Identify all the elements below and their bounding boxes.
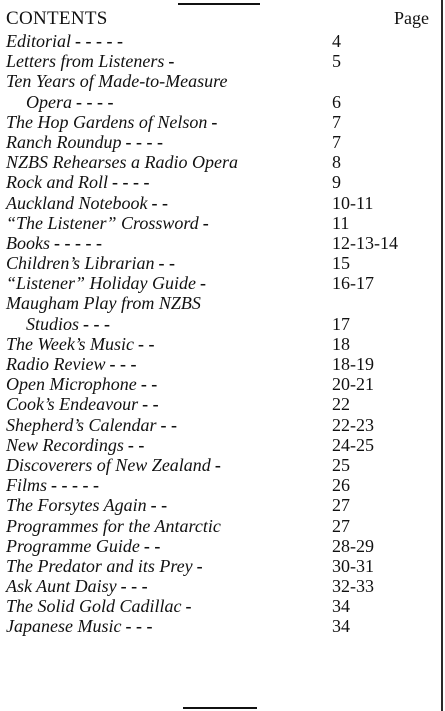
entry-page: 25 xyxy=(332,454,350,475)
entry-title: Ask Aunt Daisy xyxy=(6,576,117,597)
entry-title: Rock and Roll xyxy=(6,172,108,193)
entry-leader-dashes: - - xyxy=(160,414,177,435)
contents-entry xyxy=(6,233,436,253)
contents-entry xyxy=(6,172,436,192)
contents-entry xyxy=(6,31,436,51)
entry-leader-dashes: - - xyxy=(150,495,168,516)
entry-title: Studios xyxy=(26,313,80,334)
entry-leader-dashes: - xyxy=(168,51,175,72)
entry-title: Shepherd’s Calendar xyxy=(6,414,157,435)
entry-title: New Recordings xyxy=(6,434,124,455)
page-column-heading: Page xyxy=(394,8,429,28)
entry-page: 30-31 xyxy=(332,555,374,576)
entry-page: 12-13-14 xyxy=(332,232,398,253)
entry-page: 27 xyxy=(332,515,350,536)
entry-leader-dashes: - - - - xyxy=(76,91,114,112)
contents-title: CONTENTS xyxy=(6,8,108,29)
contents-entry xyxy=(6,596,436,616)
contents-entry-continuation xyxy=(6,314,436,334)
contents-entry xyxy=(6,334,436,354)
entry-title: Programmes for the Antarctic xyxy=(6,515,221,536)
entry-leader-dashes: - - - xyxy=(120,576,148,597)
entry-page: 17 xyxy=(332,313,350,334)
entry-leader-dashes: - - - - - xyxy=(54,232,102,253)
contents-entry xyxy=(6,374,436,394)
entry-leader-dashes: - - xyxy=(158,253,176,274)
entry-page: 26 xyxy=(332,475,350,496)
contents-entry xyxy=(6,213,436,233)
contents-entry xyxy=(6,495,436,515)
entry-title: “The Listener” Crossword xyxy=(6,212,199,233)
entry-title: Programme Guide xyxy=(6,535,140,556)
entry-page: 9 xyxy=(332,172,341,193)
contents-entry xyxy=(6,132,436,152)
entry-leader-dashes: - - xyxy=(127,434,145,455)
entry-page: 10-11 xyxy=(332,192,374,213)
entry-page: 20-21 xyxy=(332,374,374,395)
entry-page: 16-17 xyxy=(332,273,374,294)
entry-page: 8 xyxy=(332,152,341,173)
entry-page: 4 xyxy=(332,31,341,51)
entry-leader-dashes: - - xyxy=(143,535,161,556)
contents-entry xyxy=(6,293,436,313)
entry-leader-dashes: - - - xyxy=(109,354,137,374)
entry-title: The Predator and its Prey xyxy=(6,555,193,576)
entry-page: 34 xyxy=(332,616,350,637)
contents-entry xyxy=(6,273,436,293)
entry-title: Books xyxy=(6,232,50,253)
contents-entry xyxy=(6,193,436,213)
entry-leader-dashes: - xyxy=(214,454,221,475)
contents-header xyxy=(6,8,429,31)
entry-page: 15 xyxy=(332,253,350,274)
entry-leader-dashes: - - xyxy=(151,192,168,213)
contents-entry xyxy=(6,576,436,596)
bottom-rule xyxy=(183,707,257,709)
entry-page: 28-29 xyxy=(332,535,374,556)
contents-entry xyxy=(6,152,436,172)
entry-title: Opera xyxy=(26,91,72,112)
contents-entry xyxy=(6,415,436,435)
entry-leader-dashes: - - - - xyxy=(125,131,163,152)
entry-page: 7 xyxy=(332,131,341,152)
entry-title: Maugham Play from NZBS xyxy=(6,293,201,314)
entry-title: Films xyxy=(6,475,48,496)
entry-page: 11 xyxy=(332,212,350,233)
entry-title: Japanese Music xyxy=(6,616,122,637)
entry-title: Children’s Librarian xyxy=(6,253,155,274)
entry-leader-dashes: - - xyxy=(140,374,158,395)
entry-title: Open Microphone xyxy=(6,374,137,395)
entry-title: Ranch Roundup xyxy=(6,131,122,152)
entry-leader-dashes: - - - - xyxy=(111,172,150,193)
entry-title: Letters from Listeners xyxy=(6,51,165,72)
entry-page: 6 xyxy=(332,91,341,112)
entry-leader-dashes: - - - xyxy=(83,313,110,334)
contents-entry xyxy=(6,475,436,495)
entry-page: 27 xyxy=(332,495,350,516)
entry-page: 34 xyxy=(332,596,350,617)
entry-page: 22 xyxy=(332,394,350,415)
entry-leader-dashes: - - xyxy=(142,394,159,415)
entry-title: The Week’s Music xyxy=(6,333,134,354)
entry-page: 32-33 xyxy=(332,576,374,597)
entry-leader-dashes: - - xyxy=(137,333,155,354)
entry-title: “Listener” Holiday Guide xyxy=(6,273,197,294)
entry-page: 18 xyxy=(332,333,350,354)
entry-leader-dashes: - xyxy=(202,212,209,233)
entry-title: Ten Years of Made-to-Measure xyxy=(6,71,228,92)
contents-entry xyxy=(6,455,436,475)
entry-page: 18-19 xyxy=(332,354,374,374)
contents-entry xyxy=(6,51,436,71)
contents-entry xyxy=(6,516,436,536)
contents-entry xyxy=(6,616,436,636)
entry-page: 22-23 xyxy=(332,414,374,435)
right-border-line xyxy=(441,0,443,711)
contents-entry xyxy=(6,556,436,576)
entry-leader-dashes: - xyxy=(185,596,192,617)
entry-title: The Hop Gardens of Nelson xyxy=(6,111,208,132)
contents-entry xyxy=(6,435,436,455)
entry-title: Auckland Notebook xyxy=(6,192,148,213)
entry-page: 24-25 xyxy=(332,434,374,455)
contents-entry xyxy=(6,71,436,91)
contents-list xyxy=(6,31,436,637)
entry-leader-dashes: - - - - - xyxy=(75,31,123,51)
entry-title: The Solid Gold Cadillac xyxy=(6,596,182,617)
entry-page: 7 xyxy=(332,111,341,132)
contents-entry xyxy=(6,354,436,374)
top-rule xyxy=(178,3,260,5)
entry-leader-dashes: - - - xyxy=(125,616,153,637)
entry-title: Radio Review xyxy=(6,354,106,374)
entry-title: The Forsytes Again xyxy=(6,495,147,516)
entry-leader-dashes: - xyxy=(211,111,218,132)
entry-leader-dashes: - - - - - xyxy=(51,475,99,496)
entry-leader-dashes: - xyxy=(200,273,207,294)
entry-title: Discoverers of New Zealand xyxy=(6,454,211,475)
entry-page: 5 xyxy=(332,51,341,72)
entry-title: Cook’s Endeavour xyxy=(6,394,139,415)
entry-leader-dashes: - xyxy=(196,555,203,576)
contents-entry xyxy=(6,536,436,556)
contents-entry xyxy=(6,253,436,273)
contents-entry-continuation xyxy=(6,92,436,112)
contents-entry xyxy=(6,112,436,132)
entry-title: Editorial xyxy=(6,31,72,51)
contents-entry xyxy=(6,394,436,414)
entry-title: NZBS Rehearses a Radio Opera xyxy=(6,152,238,173)
